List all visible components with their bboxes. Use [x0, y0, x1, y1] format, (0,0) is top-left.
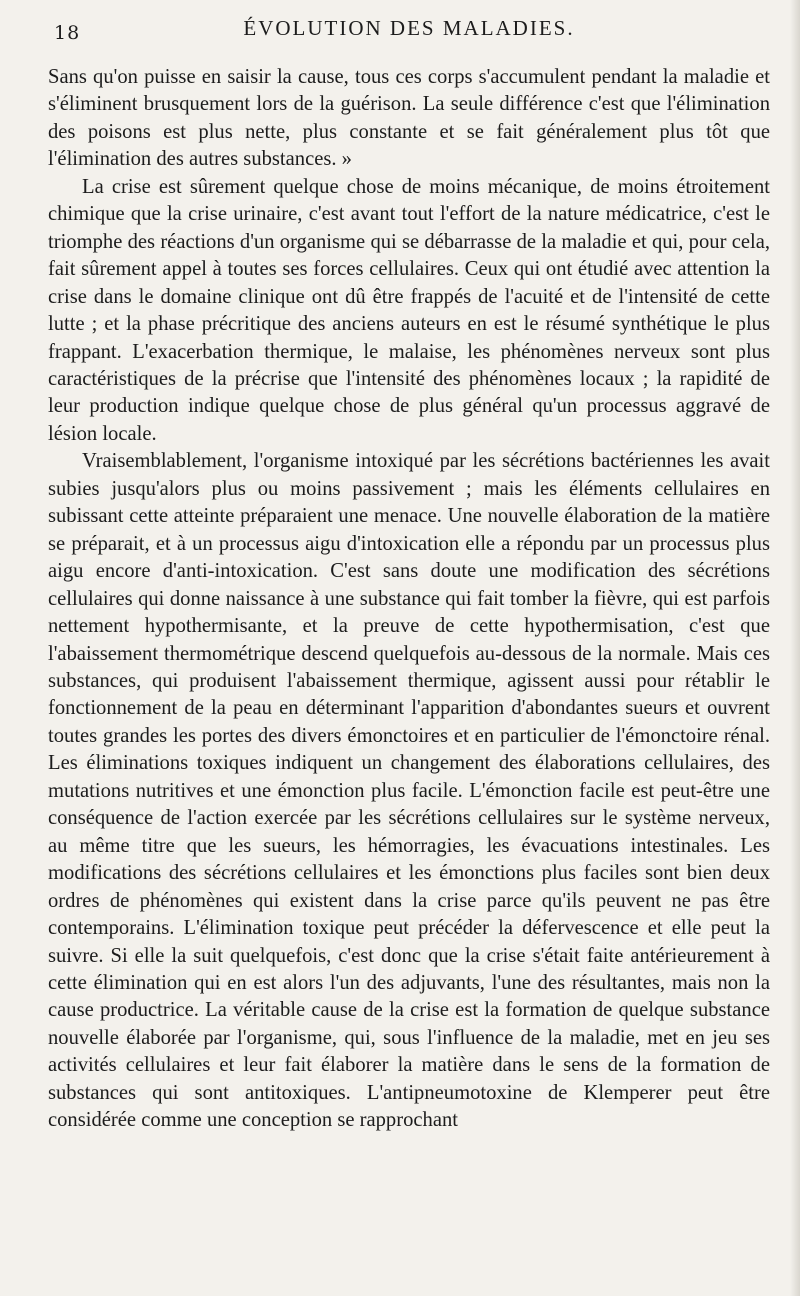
paragraph-3: Vraisemblablement, l'organisme intoxiqué par les sécrétions bactériennes les avait subies jusqu'alors plus ou moins passivement ; mais les éléments cellulaires en subissant cette atteinte préparaient une menace. Une nouvelle élaboration de la matière se préparait, et à un processus aigu d'intoxication elle a répondu par un processus plus aigu encore d'anti-intoxication. C'est sans doute une modification des sécrétions cellulaires qui donne naissance à une substance qui fait tomber la fièvre, qui est parfois nettement hypothermisante, et la preuve de cette hypothermisation, c'est que l'abaissement thermométrique descend quelquefois au-dessous de la normale. Mais ces substances, qui produisent l'abaissement thermique, agissent aussi pour rétablir le fonctionnement de la peau en déterminant l'apparition d'abondantes sueurs et ouvrent toutes grandes les portes des divers émonctoires et en particulier de l'émonctoire rénal. Les éliminations toxiques indiquent un changement des élaborations cellulaires, des mutations nutritives et une émonction plus facile. L'émonction facile est peut-être une conséquence de l'action exercée par les sécrétions cellulaires sur le système nerveux, au même titre que les sueurs, les hémorragies, les évacuations intestinales. Les modifications des sécrétions cellulaires et les émonctions plus faciles sont bien deux ordres de phénomènes qui existent dans la crise parce qu'ils peuvent ne pas être contemporains. L'élimination toxique peut précéder la défervescence et elle peut la suivre. Si elle la suit quelquefois, c'est donc que la crise s'était faite antérieurement à cette élimination qui en est alors l'un des adjuvants, l'une des résultantes, mais non la cause productrice. La véritable cause de la crise est la formation de quelque substance nouvelle élaborée par l'organisme, qui, sous l'influence de la maladie, met en jeu ses activités cellulaires et leur fait élaborer la matière dans le sens de la formation de substances qui sont antitoxiques. L'antipneumotoxine de Klemperer peut être considérée comme une conception se rapprochant	[48, 450, 770, 1132]
book-page	[48, 0, 770, 1296]
body-text	[48, 64, 770, 1135]
page-header	[48, 0, 770, 64]
page-edge-shadow	[790, 0, 800, 1296]
running-title: ÉVOLUTION DES MALADIES.	[243, 16, 575, 40]
paragraph-2: La crise est sûrement quelque chose de moins mécanique, de moins étroitement chimique que la crise urinaire, c'est avant tout l'effort de la nature médicatrice, c'est le triomphe des réactions d'un organisme qui se débarrasse de la maladie et qui, pour cela, fait sûrement appel à toutes ses forces cellulaires. Ceux qui ont étudié avec attention la crise dans le domaine clinique ont dû être frappés de l'acuité et de l'intensité de cette lutte ; et la phase précritique des anciens auteurs en est le résumé synthétique le plus frappant. L'exacerbation thermique, le malaise, les phénomènes nerveux sont plus caractéristiques de la précrise que l'intensité des phénomènes locaux ; la rapidité de leur production indique quelque chose de plus général qu'un processus aggravé de lésion locale.	[48, 175, 770, 445]
page-number: 18	[54, 22, 81, 44]
paragraph-1: Sans qu'on puisse en saisir la cause, tous ces corps s'accumulent pendant la maladie et s'éliminent brusquement lors de la guérison. La seule différence c'est que l'élimination des poisons est plus nette, plus constante et se fait généralement plus tôt que l'élimination des autres substances. »	[48, 66, 770, 171]
